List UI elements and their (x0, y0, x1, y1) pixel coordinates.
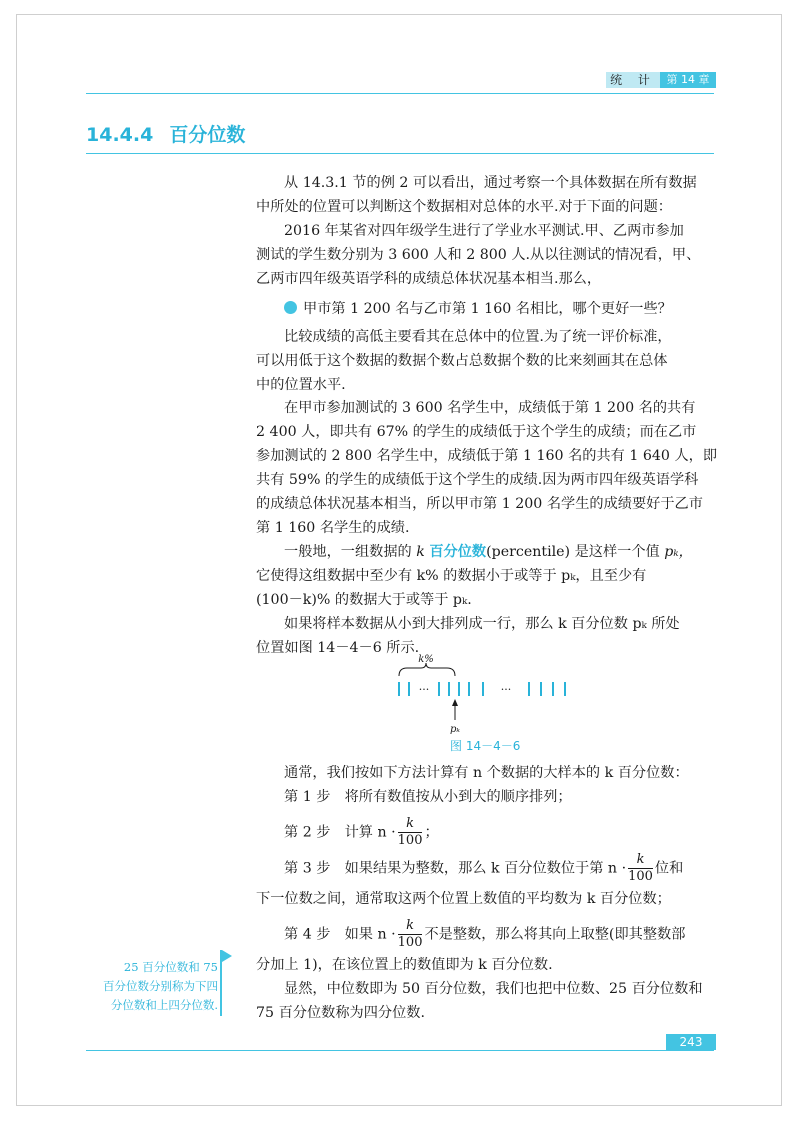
header-rule (86, 93, 714, 94)
paragraph-line: 它使得这组数据中至少有 k% 的数据小于或等于 pₖ，且至少有 (256, 568, 647, 584)
definition-line (284, 541, 693, 561)
brace-label: k% (418, 654, 434, 665)
paragraph-line: 2 400 人，即共有 67% 的学生的成绩低于这个学生的成绩；而在乙市 (256, 424, 697, 440)
step-3 (284, 852, 683, 885)
section-rule (86, 153, 714, 154)
paragraph-line: 第 1 160 名学生的成绩. (256, 520, 410, 536)
question-text: 甲市第 1 200 名与乙市第 1 160 名相比，哪个更好一些？ (303, 301, 672, 317)
arrow-head-icon (452, 699, 458, 706)
key-term: 百分位数 (429, 544, 487, 560)
pointer-label: pₖ (449, 724, 461, 735)
flag-icon (222, 950, 232, 962)
paragraph-line: 位置如图 14－4－6 所示. (256, 640, 420, 656)
step-2 (284, 816, 439, 849)
margin-note (60, 958, 218, 1015)
step-text: 不是整数，那么将其向上取整(即其整数部 (424, 926, 686, 943)
paragraph-line: 分加上 1)，在该位置上的数值即为 k 百分位数. (256, 957, 553, 973)
paragraph-line: 如果将样本数据从小到大排列成一行，那么 k 百分位数 pₖ 所处 (284, 616, 680, 632)
paragraph-line: 75 百分位数称为四分位数. (256, 1005, 425, 1021)
step-text: 第 4 步 如果 n · (284, 926, 396, 943)
step-text: 第 2 步 计算 n · (284, 824, 396, 841)
paragraph-line: 通常，我们按如下方法计算有 n 个数据的大样本的 k 百分位数： (284, 765, 689, 781)
question-line (284, 298, 672, 318)
chapter-label: 统 计 (606, 72, 660, 88)
paragraph-line: 从 14.3.1 节的例 2 可以看出，通过考察一个具体数据在所有数据 (284, 175, 697, 191)
percentile-position-figure (393, 648, 583, 738)
definition-text: (percentile) 是这样一个值 (486, 544, 665, 560)
paragraph-line: 显然，中位数即为 50 百分位数，我们也把中位数、25 百分位数和 (284, 981, 703, 997)
fraction-k-over-100: $\frac{k}{100}$ (397, 816, 423, 848)
paragraph-line: 测试的学生数分别为 3 600 人和 2 800 人.从以往测试的情况看，甲、 (256, 247, 701, 263)
footer-rule (86, 1050, 714, 1051)
paragraph-line: 可以用低于这个数据的数据个数占总数据个数的比来刻画其在总体 (256, 353, 668, 369)
section-number: 14.4.4 (86, 124, 154, 146)
chapter-number: 第 14 章 (660, 72, 716, 88)
paragraph-line: 在甲市参加测试的 3 600 名学生中，成绩低于第 1 200 名的共有 (284, 400, 696, 416)
paragraph-line: 参加测试的 2 800 名学生中，成绩低于第 1 160 名的共有 1 640 人，即 (256, 448, 718, 464)
ellipsis-right: ··· (500, 683, 512, 696)
paragraph-line: 中的位置水平. (256, 377, 346, 393)
paragraph-line: 比较成绩的高低主要看其在总体中的位置.为了统一评价标准， (284, 329, 672, 345)
fraction-k-over-100: $\frac{k}{100}$ (397, 918, 423, 950)
step-text: 第 3 步 如果结果为整数，那么 k 百分位数位于第 n · (284, 860, 627, 877)
margin-note-line: 分位数和上四分位数. (110, 998, 218, 1012)
ellipsis-left: ··· (418, 683, 430, 696)
fraction-k-over-100: $\frac{k}{100}$ (628, 852, 653, 884)
margin-note-line: 25 百分位数和 75 (123, 960, 218, 974)
step-text: 位和 (654, 860, 684, 877)
figure-caption: 图 14－4－6 (450, 739, 521, 753)
bullet-icon (284, 301, 297, 314)
paragraph-line: 的成绩总体状况基本相当，所以甲市第 1 200 名学生的成绩要好于乙市 (256, 496, 703, 512)
section-title: 百分位数 (169, 124, 246, 146)
step-4 (284, 918, 685, 951)
paragraph-line: 乙两市四年级英语学科的成绩总体状况基本相当.那么， (256, 271, 602, 287)
paragraph-line: 下一位数之间，通常取这两个位置上数值的平均数为 k 百分位数； (256, 891, 671, 907)
variable-k: k (416, 544, 425, 560)
paragraph-line: 2016 年某省对四年级学生进行了学业水平测试.甲、乙两市参加 (284, 223, 684, 239)
paragraph-line: (100－k)% 的数据大于或等于 pₖ. (256, 592, 472, 608)
page-number: 243 (666, 1034, 716, 1050)
step-1: 第 1 步 将所有数值按从小到大的顺序排列； (284, 789, 572, 805)
section-heading (86, 120, 245, 147)
definition-text: 一般地，一组数据的 (284, 544, 417, 560)
step-text: ； (424, 824, 439, 841)
margin-note-line: 百分位数分别称为下四 (103, 979, 218, 993)
variable-pk: pₖ， (664, 544, 693, 560)
paragraph-line: 共有 59% 的学生的成绩低于这个学生的成绩.因为两市四年级英语学科 (256, 472, 699, 488)
paragraph-line: 中所处的位置可以判断这个数据相对总体的水平.对于下面的问题： (256, 199, 672, 215)
